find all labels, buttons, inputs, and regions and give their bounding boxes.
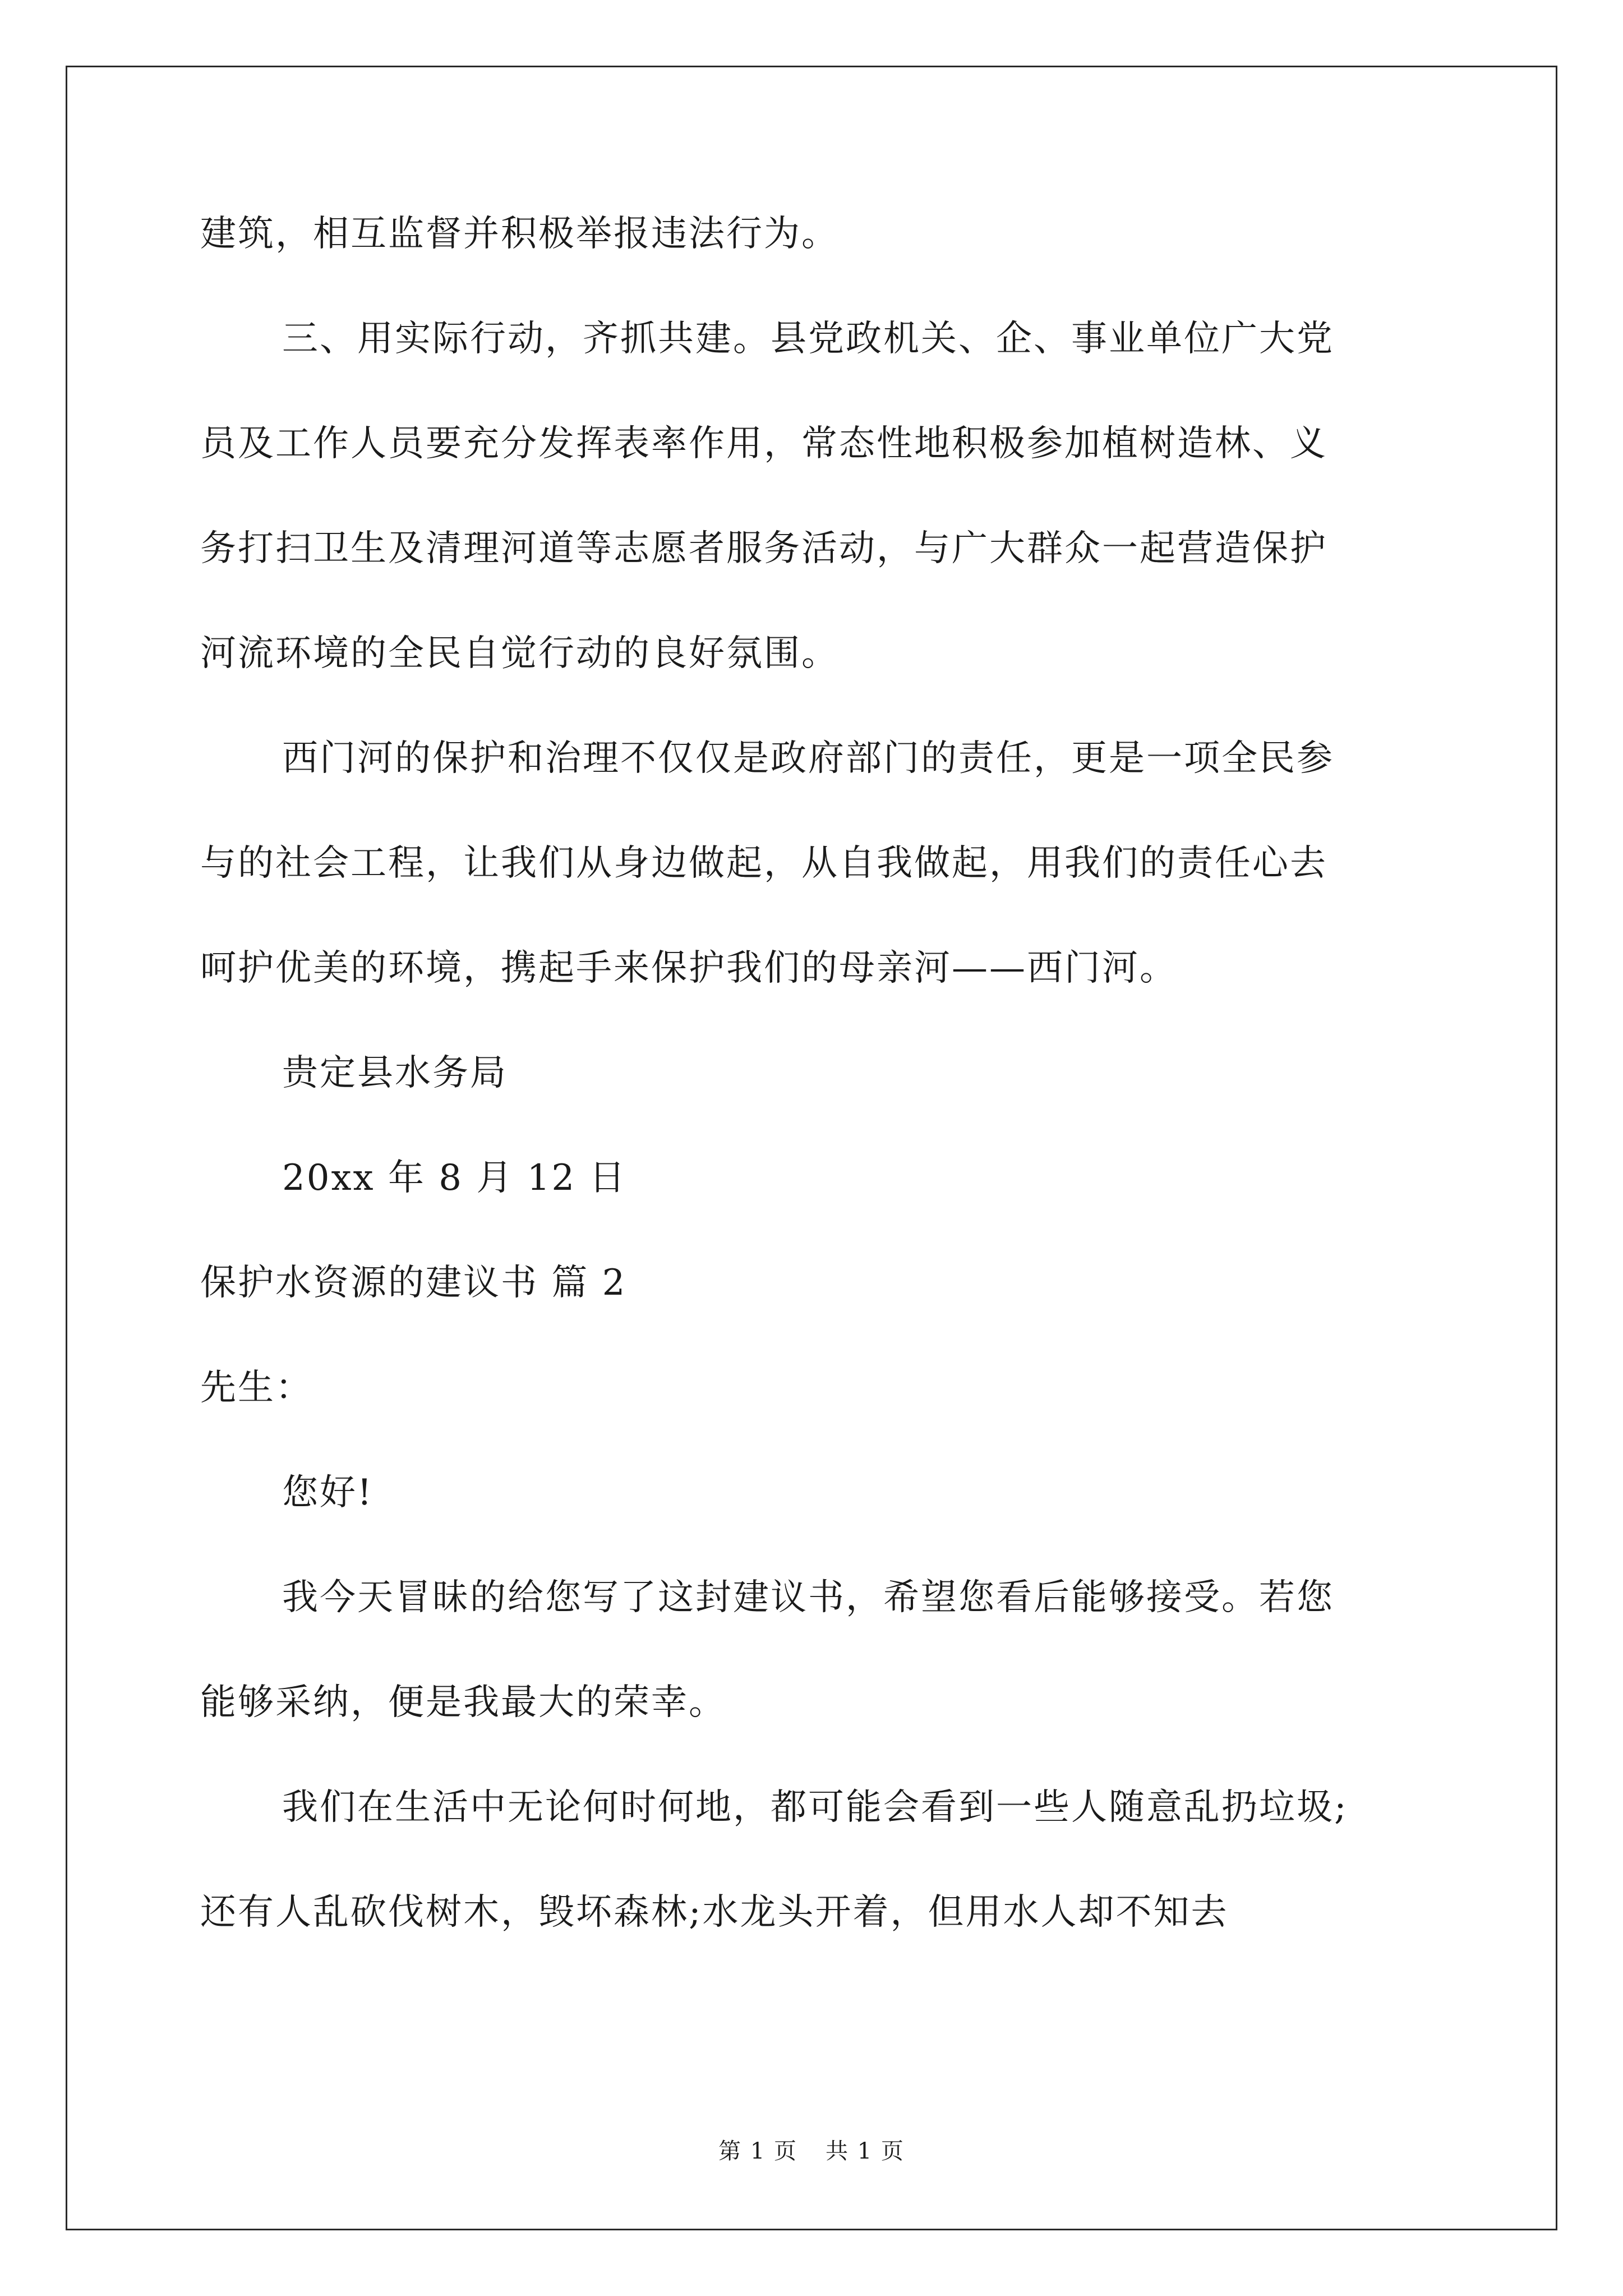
letter-paragraph-1-start: 我今天冒昧的给您写了这封建议书，希望您看后能够接受。若您: [282, 1577, 1334, 1618]
letter-paragraph-2-start: 我们在生活中无论何时何地，都可能会看到一些人随意乱扔垃圾;: [282, 1787, 1348, 1828]
section-heading: 保护水资源的建议书 篇 2: [200, 1262, 627, 1304]
page-total: 共 1 页: [826, 2138, 905, 2164]
salutation: 先生：: [200, 1367, 313, 1409]
body-line-4: 务打扫卫生及清理河道等志愿者服务活动，与广大群众一起营造保护: [200, 528, 1327, 569]
document-body: [200, 210, 1434, 1936]
body-line-1: 建筑，相互监督并积极举报违法行为。: [200, 213, 839, 255]
greeting: 您好!: [282, 1472, 374, 1513]
body-line-8: 呵护优美的环境，携起手来保护我们的母亲河——西门河。: [200, 947, 1177, 989]
page-number: 第 1 页: [718, 2138, 797, 2164]
signature-organization: 贵定县水务局: [282, 1052, 508, 1094]
body-line-7: 与的社会工程，让我们从身边做起，从自我做起，用我们的责任心去: [200, 843, 1327, 884]
letter-paragraph-1-end: 能够采纳，便是我最大的荣幸。: [200, 1682, 726, 1723]
body-line-5: 河流环境的全民自觉行动的良好氛围。: [200, 633, 839, 674]
page-footer: [0, 2137, 1623, 2165]
signature-date: 20xx 年 8 月 12 日: [282, 1157, 627, 1199]
section-three-paragraph-start: 三、用实际行动，齐抓共建。县党政机关、企、事业单位广大党: [282, 318, 1334, 360]
letter-paragraph-2-line-2: 还有人乱砍伐树木，毁坏森林;水龙头开着，但用水人却不知去: [200, 1892, 1229, 1933]
closing-paragraph-start: 西门河的保护和治理不仅仅是政府部门的责任，更是一项全民参: [282, 738, 1334, 779]
body-line-3: 员及工作人员要充分发挥表率作用，常态性地积极参加植树造林、义: [200, 423, 1327, 464]
